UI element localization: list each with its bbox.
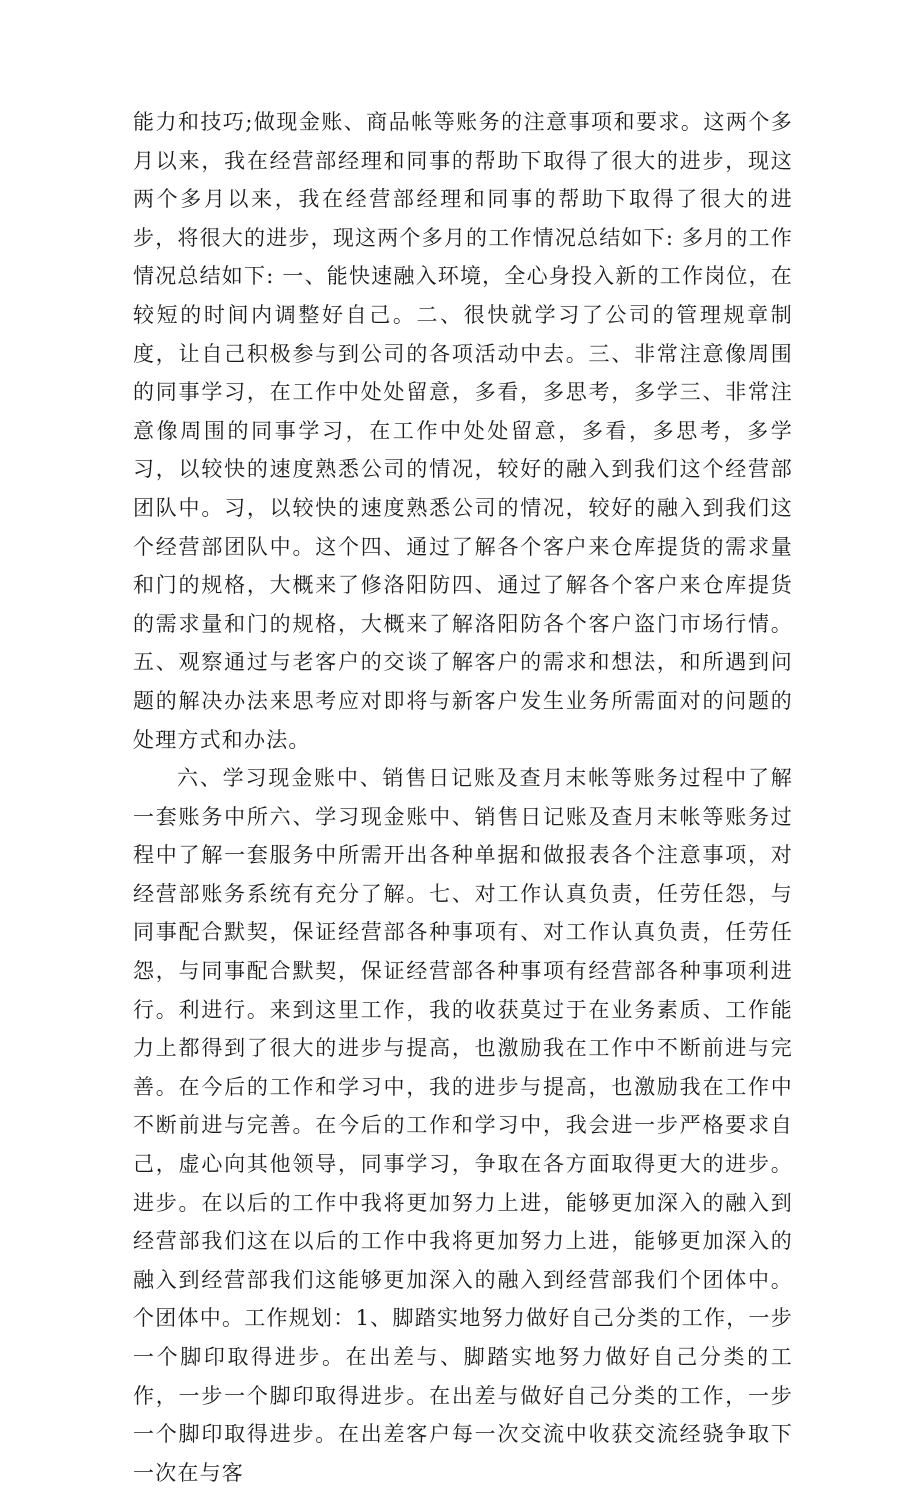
paragraph-2: 六、学习现金账中、销售日记账及查月末帐等账务过程中了解一套账务中所六、学习现金账中、销售日记账及查月末帐等账务过程中了解一套服务中所需开出各种单据和做报表各个注意事项，对经营部账务系统有充分了解。七、对工作认真负责，任劳任怨，与同事配合默契，保证经营部各种事项有、对工作认真负责，任劳任怨，与同事配合默契，保证经营部各种事项有经营部各种事项利进行。利进行。来到这里工作，我的收获莫过于在业务素质、工作能力上都得到了很大的进步与提高，也激励我在工作中不断前进与完善。在今后的工作和学习中，我的进步与提高，也激励我在工作中不断前进与完善。在今后的工作和学习中，我会进一步严格要求自己，虚心向其他领导，同事学习，争取在各方面取得更大的进步。进步。在以后的工作中我将更加努力上进，能够更加深入的融入到经营部我们这在以后的工作中我将更加努力上进，能够更加深入的融入到经营部我们这能够更加深入的融入到经营部我们个团体中。个团体中。工作规划：1、脚踏实地努力做好自己分类的工作，一步一个脚印取得进步。在出差与、脚踏实地努力做好自己分类的工作，一步一个脚印取得进步。在出差与做好自己分类的工作，一步一个脚印取得进步。在出差客户每一次交流中收获交流经骁争取下一次在与客 [133, 766, 793, 1485]
paragraph-1: 能力和技巧;做现金账、商品帐等账务的注意事项和要求。这两个多月以来，我在经营部经理和同事的帮助下取得了很大的进步，现这两个多月以来，我在经营部经理和同事的帮助下取得了很大的进步，将很大的进步，现这两个多月的工作情况总结如下: 多月的工作情况总结如下: 一、能快速融入环境，全心身投入新的工作岗位，在较短的时间内调整好自己。二、很快就学习了公司的管理规章制度，让自己积极参与到公司的各项活动中去。三、非常注意像周围的同事学习，在工作中处处留意，多看，多思考，多学三、非常注意像周围的同事学习，在工作中处处留意，多看，多思考，多学习，以较快的速度熟悉公司的情况，较好的融入到我们这个经营部团队中。习，以较快的速度熟悉公司的情况，较好的融入到我们这个经营部团队中。这个四、通过了解各个客户来仓库提货的需求量和门的规格，大概来了修洛阳防四、通过了解各个客户来仓库提货的需求量和门的规格，大概来了解洛阳防各个客户盗门市场行情。五、观察通过与老客户的交谈了解客户的需求和想法，和所遇到问题的解决办法来思考应对即将与新客户发生业务所需面对的问题的处理方式和办法。 [133, 110, 793, 752]
document-body [133, 103, 793, 1492]
